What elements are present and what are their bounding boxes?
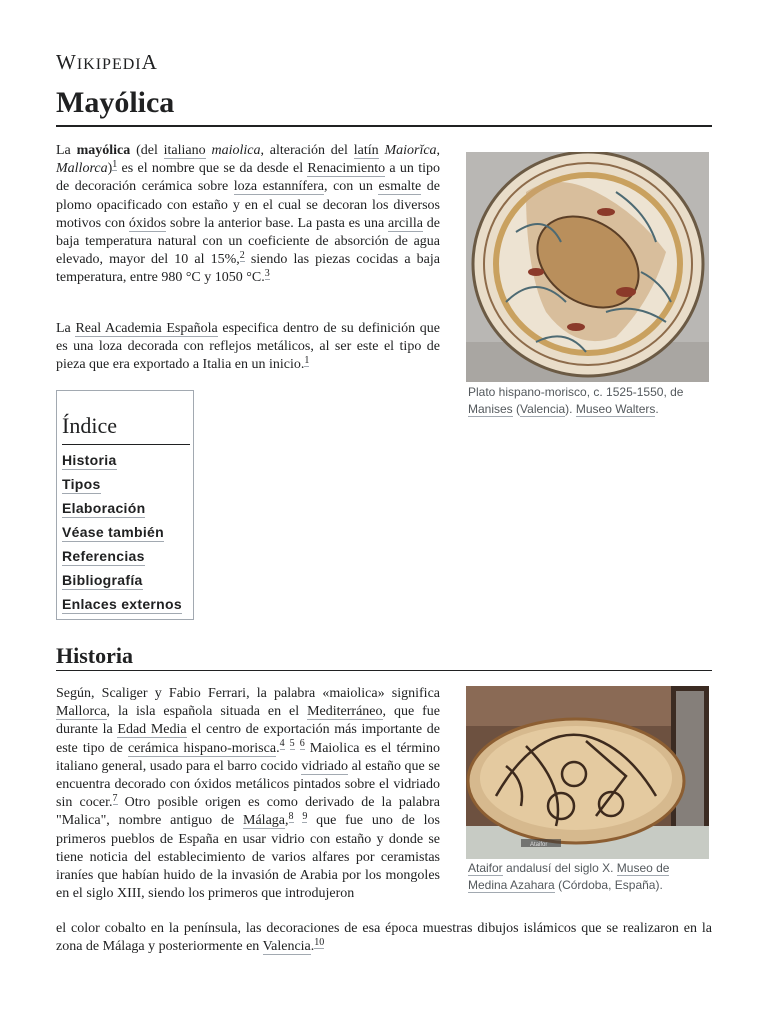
toc-item-enlaces-externos[interactable]: Enlaces externos: [62, 596, 182, 612]
wiki-link[interactable]: Málaga: [243, 813, 285, 829]
historia-paragraph: Según, Scaliger y Fabio Ferrari, la palabra «maiolica» significa Mallorca, la isla española situada en el Mediterráneo, que fue durante la Edad Media el centro de exportación más importante de este tipo de cerámica hispano-morisca.$^4$ $^5$ $^6$ Maiolica es el término italiano general, usado para el barro cocido vidriado al estaño que se encuentra decorado con óxidos metálicos pintados sobre el vidriado sin cocer.$^7$ Otro posible origen es como derivado de la palabra "Malica", nombre antiguo de Málaga,$^8$ $^9$ que fue uno de los primeros pueblos de España en usar vidrio con estaño y donde se tiene noticia del establecimiento de varios alfares por ceramistas iraníes que habían huido de la invasión de Arabia por los mongoles en el siglo XIII, siendo los primeros que introdujeron: [56, 686, 441, 902]
wiki-link[interactable]: latín: [353, 143, 379, 158]
footnote-ref[interactable]: [265, 268, 270, 280]
reference-link[interactable]: 2: [239, 249, 245, 261]
footnote-ref[interactable]: [280, 738, 285, 750]
wikipedia-wordmark[interactable]: WIKIPEDIA: [56, 50, 158, 74]
figure-plate: [466, 152, 709, 382]
wiki-link[interactable]: cerámica hispano-morisca: [127, 740, 277, 756]
reference-link[interactable]: 4: [279, 737, 285, 749]
wiki-link[interactable]: Valencia: [262, 939, 311, 955]
wiki-link[interactable]: Renacimiento: [307, 161, 386, 177]
wiki-link[interactable]: Ataifor: [468, 861, 503, 875]
wiki-link[interactable]: esmalte: [378, 179, 422, 195]
wiki-link[interactable]: óxidos: [128, 215, 167, 231]
wiki-link[interactable]: loza estannífera: [233, 179, 325, 195]
reference-link[interactable]: 9: [302, 810, 308, 822]
ataifor-image[interactable]: [466, 686, 709, 859]
page-title: Mayólica: [56, 86, 175, 119]
ataifor-plaque: Ataifor: [530, 842, 548, 848]
footnote-ref[interactable]: [289, 811, 294, 823]
table-of-contents: [56, 390, 194, 620]
section-divider: [56, 670, 712, 671]
toc-item-bibliografia[interactable]: Bibliografía: [62, 572, 143, 588]
wiki-link[interactable]: Real Academia Española: [75, 321, 218, 336]
historia-paragraph-continued: el color cobalto en la península, las decoraciones de esa época muestras dibujos islámicos que se realizaron en la zona de Málaga y posteriormente en Valencia.$^{10}$: [56, 921, 712, 955]
figure-plate-caption: Plato hispano-morisco, c. 1525-1550, de Manises (Valencia). Museo Walters.: [468, 385, 684, 416]
small-caps-text: XIII: [117, 886, 142, 902]
section-heading-historia: Historia: [56, 643, 133, 668]
reference-link[interactable]: 1: [112, 158, 118, 170]
figure-ataifor-caption: Ataifor andalusí del siglo X. Museo de Medina Azahara (Córdoba, España).: [468, 861, 670, 892]
footnote-ref[interactable]: [302, 811, 307, 823]
wiki-link[interactable]: arcilla: [388, 215, 423, 231]
small-caps-text: X: [602, 861, 611, 875]
wiki-link[interactable]: Mediterráneo: [307, 704, 383, 720]
intro-paragraph-2: La Real Academia Española especifica dentro de su definición que es una loza decorada con reflejos metálicos, al ser este el tipo de pieza que era exportado a Italia en un inicio.$^1$: [56, 321, 441, 373]
italic-term: Mallorca: [56, 161, 108, 177]
reference-link[interactable]: 5: [289, 737, 295, 749]
footnote-ref[interactable]: [290, 738, 295, 750]
wiki-link[interactable]: Mallorca: [56, 704, 107, 720]
reference-link[interactable]: 8: [288, 810, 294, 822]
footnote-ref[interactable]: [314, 937, 324, 949]
footnote-ref[interactable]: [112, 159, 117, 171]
wiki-link[interactable]: Manises: [468, 402, 513, 416]
toc-divider: [62, 444, 190, 445]
footnote-ref[interactable]: [300, 738, 305, 750]
toc-item-referencias[interactable]: Referencias: [62, 548, 145, 564]
wiki-link[interactable]: Valencia: [520, 402, 566, 416]
wiki-link[interactable]: Edad Media: [117, 722, 187, 738]
footnote-ref[interactable]: [113, 793, 118, 805]
footnote-ref[interactable]: [304, 355, 309, 367]
intro-paragraph-1: La mayólica (del italiano maiolica, alteración del latín Maiorĭca, Mallorca)$^1$ es el nombre que se da desde el Renacimiento a un tipo de decoración cerámica sobre loza estannífera, con un esmalte de plomo opacificado con estaño y en el cual se decoran los diversos motivos con óxidos sobre la anterior base. La pasta es una arcilla de baja temperatura natural con un coeficiente de absorción de agua elevado, mayor del 10 al 15%,$^2$ siendo las piezas cocidas a baja temperatura, entre 980 °C y 1050 °C.$^3$: [56, 143, 441, 286]
plate-image[interactable]: [466, 152, 709, 382]
title-divider: [56, 125, 712, 127]
reference-link[interactable]: 7: [112, 792, 118, 804]
reference-link[interactable]: 1: [304, 354, 310, 366]
bold-term: mayólica: [76, 143, 131, 158]
wiki-link[interactable]: Museo de Medina Azahara: [468, 861, 670, 892]
wiki-link[interactable]: italiano: [163, 143, 206, 158]
reference-link[interactable]: 3: [264, 267, 270, 279]
toc-title: Índice: [62, 413, 117, 438]
wiki-link[interactable]: vidriado: [301, 758, 348, 774]
reference-link[interactable]: 6: [299, 737, 305, 749]
toc-item-tipos[interactable]: Tipos: [62, 476, 101, 492]
figure-ataifor: [466, 686, 709, 859]
footnote-ref[interactable]: [240, 250, 245, 262]
toc-item-elaboracion[interactable]: Elaboración: [62, 500, 146, 516]
italic-term: maiolica: [211, 143, 261, 158]
italic-term: Maiorĭca: [384, 143, 437, 158]
toc-item-historia[interactable]: Historia: [62, 452, 117, 468]
reference-link[interactable]: 10: [314, 936, 325, 948]
wiki-link[interactable]: Museo Walters: [575, 402, 656, 416]
toc-item-vease-tambien[interactable]: Véase también: [62, 524, 164, 540]
